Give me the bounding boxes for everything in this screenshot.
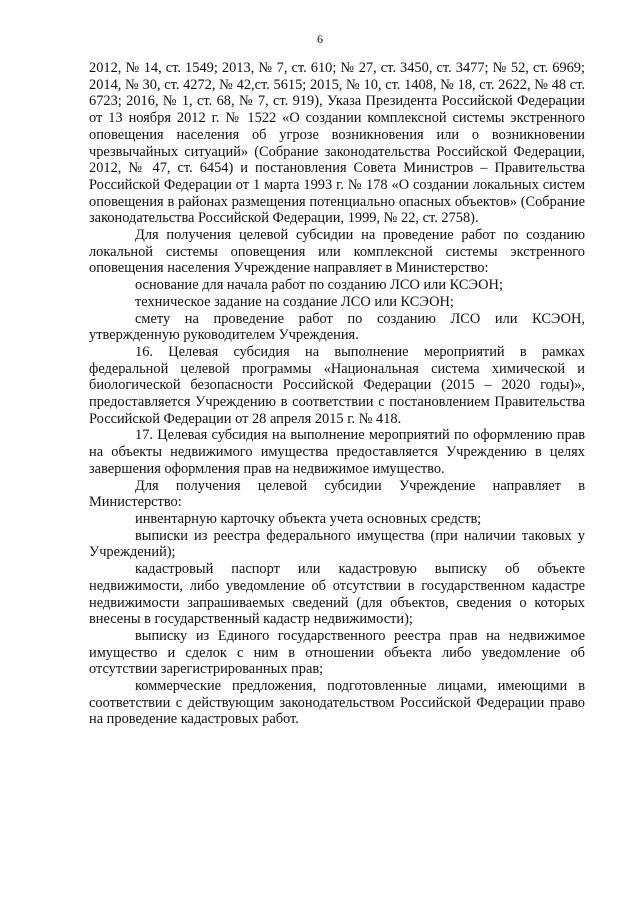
list-item-grounds: основание для начала работ по созданию ЛСО или КСЭОН; — [135, 277, 503, 294]
page-number: 6 — [317, 32, 323, 46]
list-item-commercial-offers: коммерческие предложения, подготовленные лицами, имеющими в соответствии с действующим законодательством Российской Федерации право на проведение кадастровых работ. — [89, 678, 585, 728]
list-item-estimate: смету на проведение работ по созданию ЛСО или КСЭОН, утвержденную руководителем Учреждения. — [89, 310, 585, 344]
list-item-technical-task: техническое задание на создание ЛСО или КСЭОН; — [135, 293, 454, 310]
paragraph-clause-17: 17. Целевая субсидия на выполнение мероприятий по оформлению прав на объекты недвижимого имущества предоставляется Учреждению в целях завершения оформления прав на недвижимое имущество. — [89, 427, 585, 477]
list-item-inventory-card: инвентарную карточку объекта учета основных средств; — [135, 510, 482, 527]
list-item-cadastral-passport: кадастровый паспорт или кадастровую выписку об объекте недвижимости, либо уведомление об отсутствии в государственном кадастре недвижимости запрашиваемых сведений (для объектов, сведения о которых внесены в государственный кадастр недвижимости); — [89, 561, 585, 628]
list-item-registry-extracts: выписки из реестра федерального имущества (при наличии таковых у Учреждений); — [89, 527, 585, 561]
document-body — [89, 60, 585, 728]
paragraph-subsidy-alert-system: Для получения целевой субсидии на проведение работ по созданию локальной системы оповещения или комплексной системы экстренного оповещения населения Учреждение направляет в Министерство: — [89, 227, 585, 277]
paragraph-subsidy-request: Для получения целевой субсидии Учреждение направляет в Министерство: — [89, 477, 585, 511]
list-item-rights-registry-extract: выписку из Единого государственного реестра прав на недвижимое имущество и сделок с ним в отношении объекта либо уведомление об отсутствии зарегистрированных прав; — [89, 627, 585, 678]
paragraph-legal-references: 2012, № 14, ст. 1549; 2013, № 7, ст. 610; № 27, ст. 3450, ст. 3477; № 52, ст. 6969; 2014, № 30, ст. 4272, № 42,ст. 5615; 2015, № 10, ст. 1408, № 18, ст. 2622, № 48 ст. 6723; 2016, № 1, ст. 68, № 7, ст. 919), Указа Президента Российской Федерации от 13 ноября 2012 г. № 1522 «О создании комплексной системы экстренного оповещения населения об угрозе возникновения или о возникновении чрезвычайных ситуаций» (Собрание законодательства Российской Федерации, 2012, № 47, ст. 6454) и постановления Совета Министров – Правительства Российской Федерации от 1 марта 1993 г. № 178 «О создании локальных систем оповещения в районах размещения потенциально опасных объектов» (Собрание законодательства Российской Федерации, 1999, № 22, ст. 2758). — [89, 60, 585, 227]
paragraph-clause-16: 16. Целевая субсидия на выполнение мероприятий в рамках федеральной целевой программы «Национальная система химической и биологической безопасности Российской Федерации (2015 – 2020 годы)», предоставляется Учреждению в соответствии с постановлением Правительства Российской Федерации от 28 апреля 2015 г. № 418. — [89, 343, 585, 427]
